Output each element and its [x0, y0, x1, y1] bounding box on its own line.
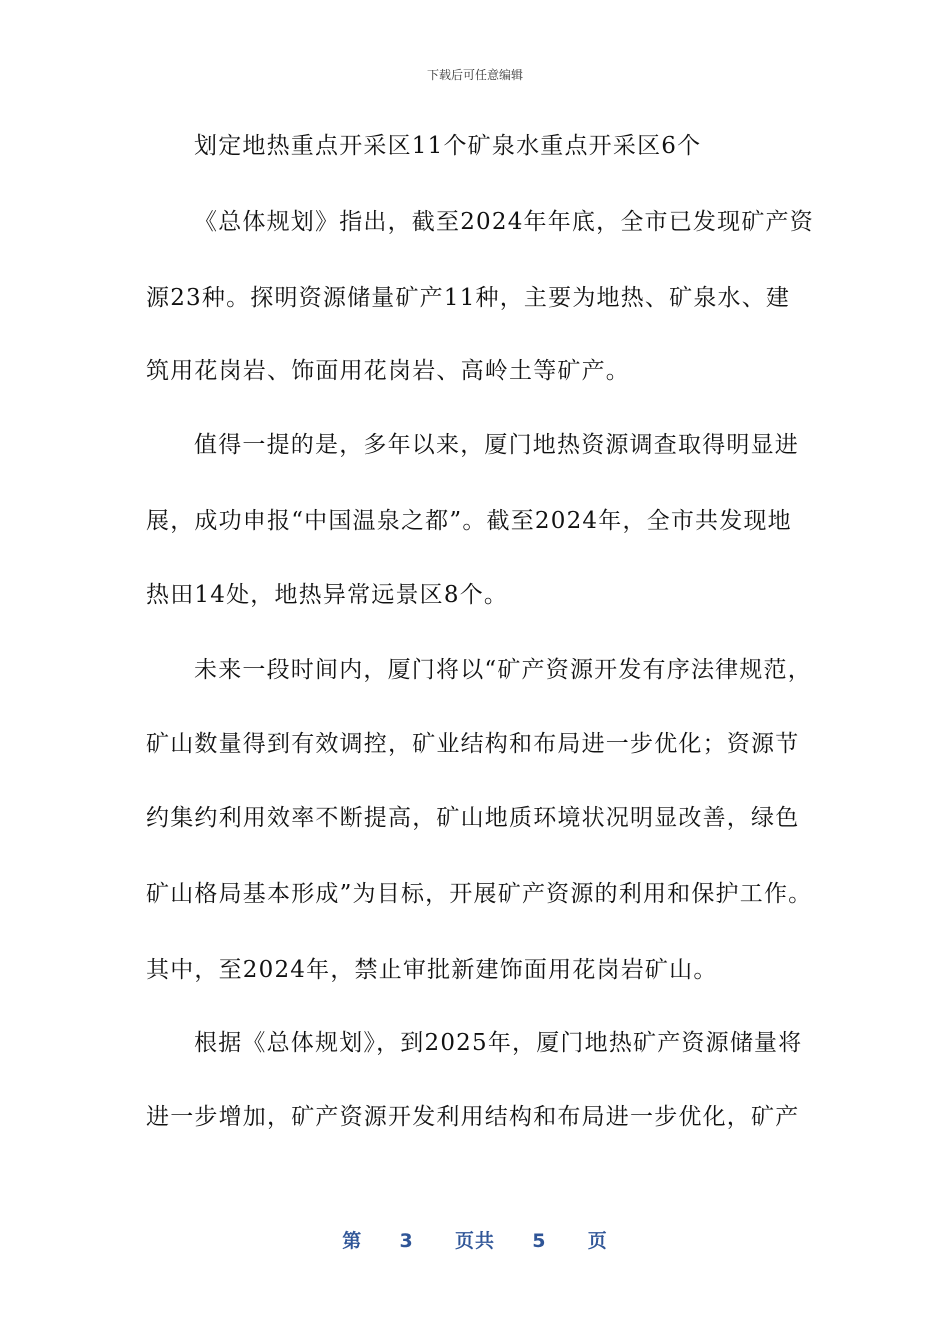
page-header: 下载后可任意编辑	[426, 68, 523, 82]
page-footer	[0, 1226, 950, 1253]
paragraph-line: 约集约利用效率不断提高，矿山地质环境状况明显改善，绿色	[146, 805, 800, 831]
current-page-number: 3	[399, 1230, 414, 1252]
paragraph-line: 筑用花岗岩、饰面用花岗岩、高岭土等矿产。	[146, 358, 630, 384]
page-middle: 页共	[454, 1230, 495, 1252]
paragraph-line: 进一步增加，矿产资源开发利用结构和布局进一步优化，矿产	[146, 1104, 800, 1130]
paragraph-line: 矿山格局基本形成”为目标，开展矿产资源的利用和保护工作。	[146, 881, 813, 907]
paragraph-line: 《总体规划》指出，截至2024年年底，全市已发现矿产资	[194, 209, 814, 235]
total-pages-number: 5	[532, 1230, 547, 1252]
paragraph-line: 其中，至2024年，禁止审批新建饰面用花岗岩矿山。	[146, 957, 718, 983]
paragraph-line: 划定地热重点开采区11个矿泉水重点开采区6个	[194, 133, 702, 159]
paragraph-line: 矿山数量得到有效调控，矿业结构和布局进一步优化；资源节	[146, 731, 800, 757]
page-prefix: 第	[342, 1230, 363, 1252]
paragraph-line: 热田14处，地热异常远景区8个。	[146, 582, 509, 608]
paragraph-line: 未来一段时间内，厦门将以“矿产资源开发有序法律规范，	[194, 657, 812, 683]
paragraph-line: 根据《总体规划》，到2025年，厦门地热矿产资源储量将	[194, 1030, 803, 1056]
paragraph-line: 源23种。探明资源储量矿产11种，主要为地热、矿泉水、建	[146, 285, 791, 311]
paragraph-line: 值得一提的是，多年以来，厦门地热资源调查取得明显进	[194, 432, 799, 458]
page-suffix: 页	[587, 1230, 608, 1252]
paragraph-line: 展，成功申报“中国温泉之都”。截至2024年，全市共发现地	[146, 508, 792, 534]
